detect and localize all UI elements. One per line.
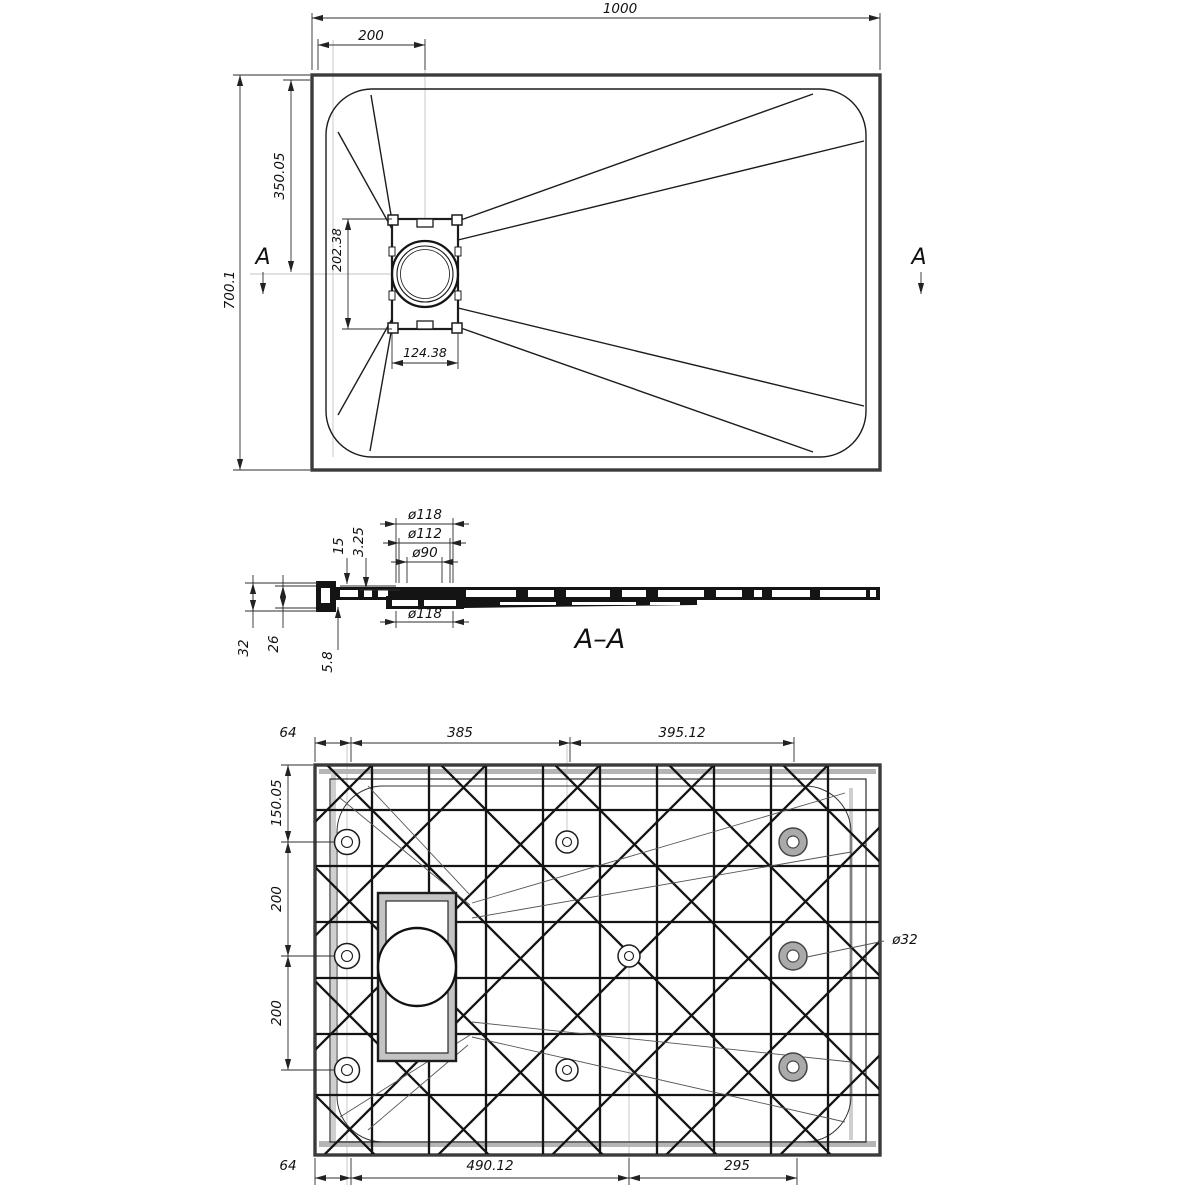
- drain-box-bottom: [378, 893, 456, 1061]
- dim-flange-width: 124.38: [403, 345, 447, 360]
- drain-flange: [388, 215, 462, 333]
- dim-rim-height: 15: [331, 537, 347, 555]
- section-marker-right: A: [911, 245, 927, 270]
- dim-flange-height: 202.38: [329, 228, 344, 272]
- dim-bottom-span-2: 295: [724, 1158, 750, 1174]
- dim-top-span-1: 385: [447, 725, 473, 741]
- section-title: A–A: [574, 624, 626, 655]
- dim-lip-thickness: 3.25: [351, 526, 367, 558]
- drain-hole: [392, 241, 458, 307]
- dim-top-offset: 64: [279, 725, 297, 741]
- dim-top-span-2: 395.12: [658, 725, 706, 741]
- dim-overall-depth: 700.1: [222, 270, 238, 310]
- dim-dia-flange-top: ø118: [407, 507, 443, 523]
- bottom-view: [0, 725, 1173, 1185]
- dim-overall-width: 1000: [602, 1, 638, 17]
- slope-fold-lines: [338, 94, 864, 452]
- dim-foot-diameter: ø32: [892, 932, 918, 948]
- dim-left-row-offset: 150.05: [269, 779, 285, 827]
- dim-bottom-span-1: 490.12: [466, 1158, 514, 1174]
- top-view: [222, 1, 927, 470]
- section-marker-left: A: [255, 245, 271, 270]
- rib-grid: [0, 765, 1173, 1155]
- tray-basin-edge: [326, 89, 866, 457]
- dim-dia-waste: ø90: [412, 545, 438, 561]
- dim-drain-offset-x: 200: [358, 28, 384, 44]
- bottom-view-bottom-dimensions: [279, 1158, 797, 1185]
- section-profile: [316, 581, 880, 612]
- bottom-view-top-dimensions: [279, 725, 794, 762]
- dim-height-total: 32: [236, 639, 252, 657]
- drain-hole-bottom: [378, 928, 456, 1006]
- section-view: [236, 507, 880, 673]
- dim-base-thickness: 5.8: [320, 651, 336, 673]
- dim-bottom-offset: 64: [279, 1158, 297, 1174]
- dim-dia-flange-bottom: ø118: [407, 606, 443, 622]
- dim-height-inner: 26: [266, 635, 282, 653]
- dim-left-row-pitch-2: 200: [269, 1000, 285, 1026]
- dim-left-row-pitch-1: 200: [269, 886, 285, 912]
- section-diameter-dimensions: [380, 507, 469, 628]
- dim-dia-ring: ø112: [407, 526, 443, 542]
- top-view-dimensions: [222, 1, 927, 470]
- dim-drain-offset-y: 350.05: [272, 152, 288, 200]
